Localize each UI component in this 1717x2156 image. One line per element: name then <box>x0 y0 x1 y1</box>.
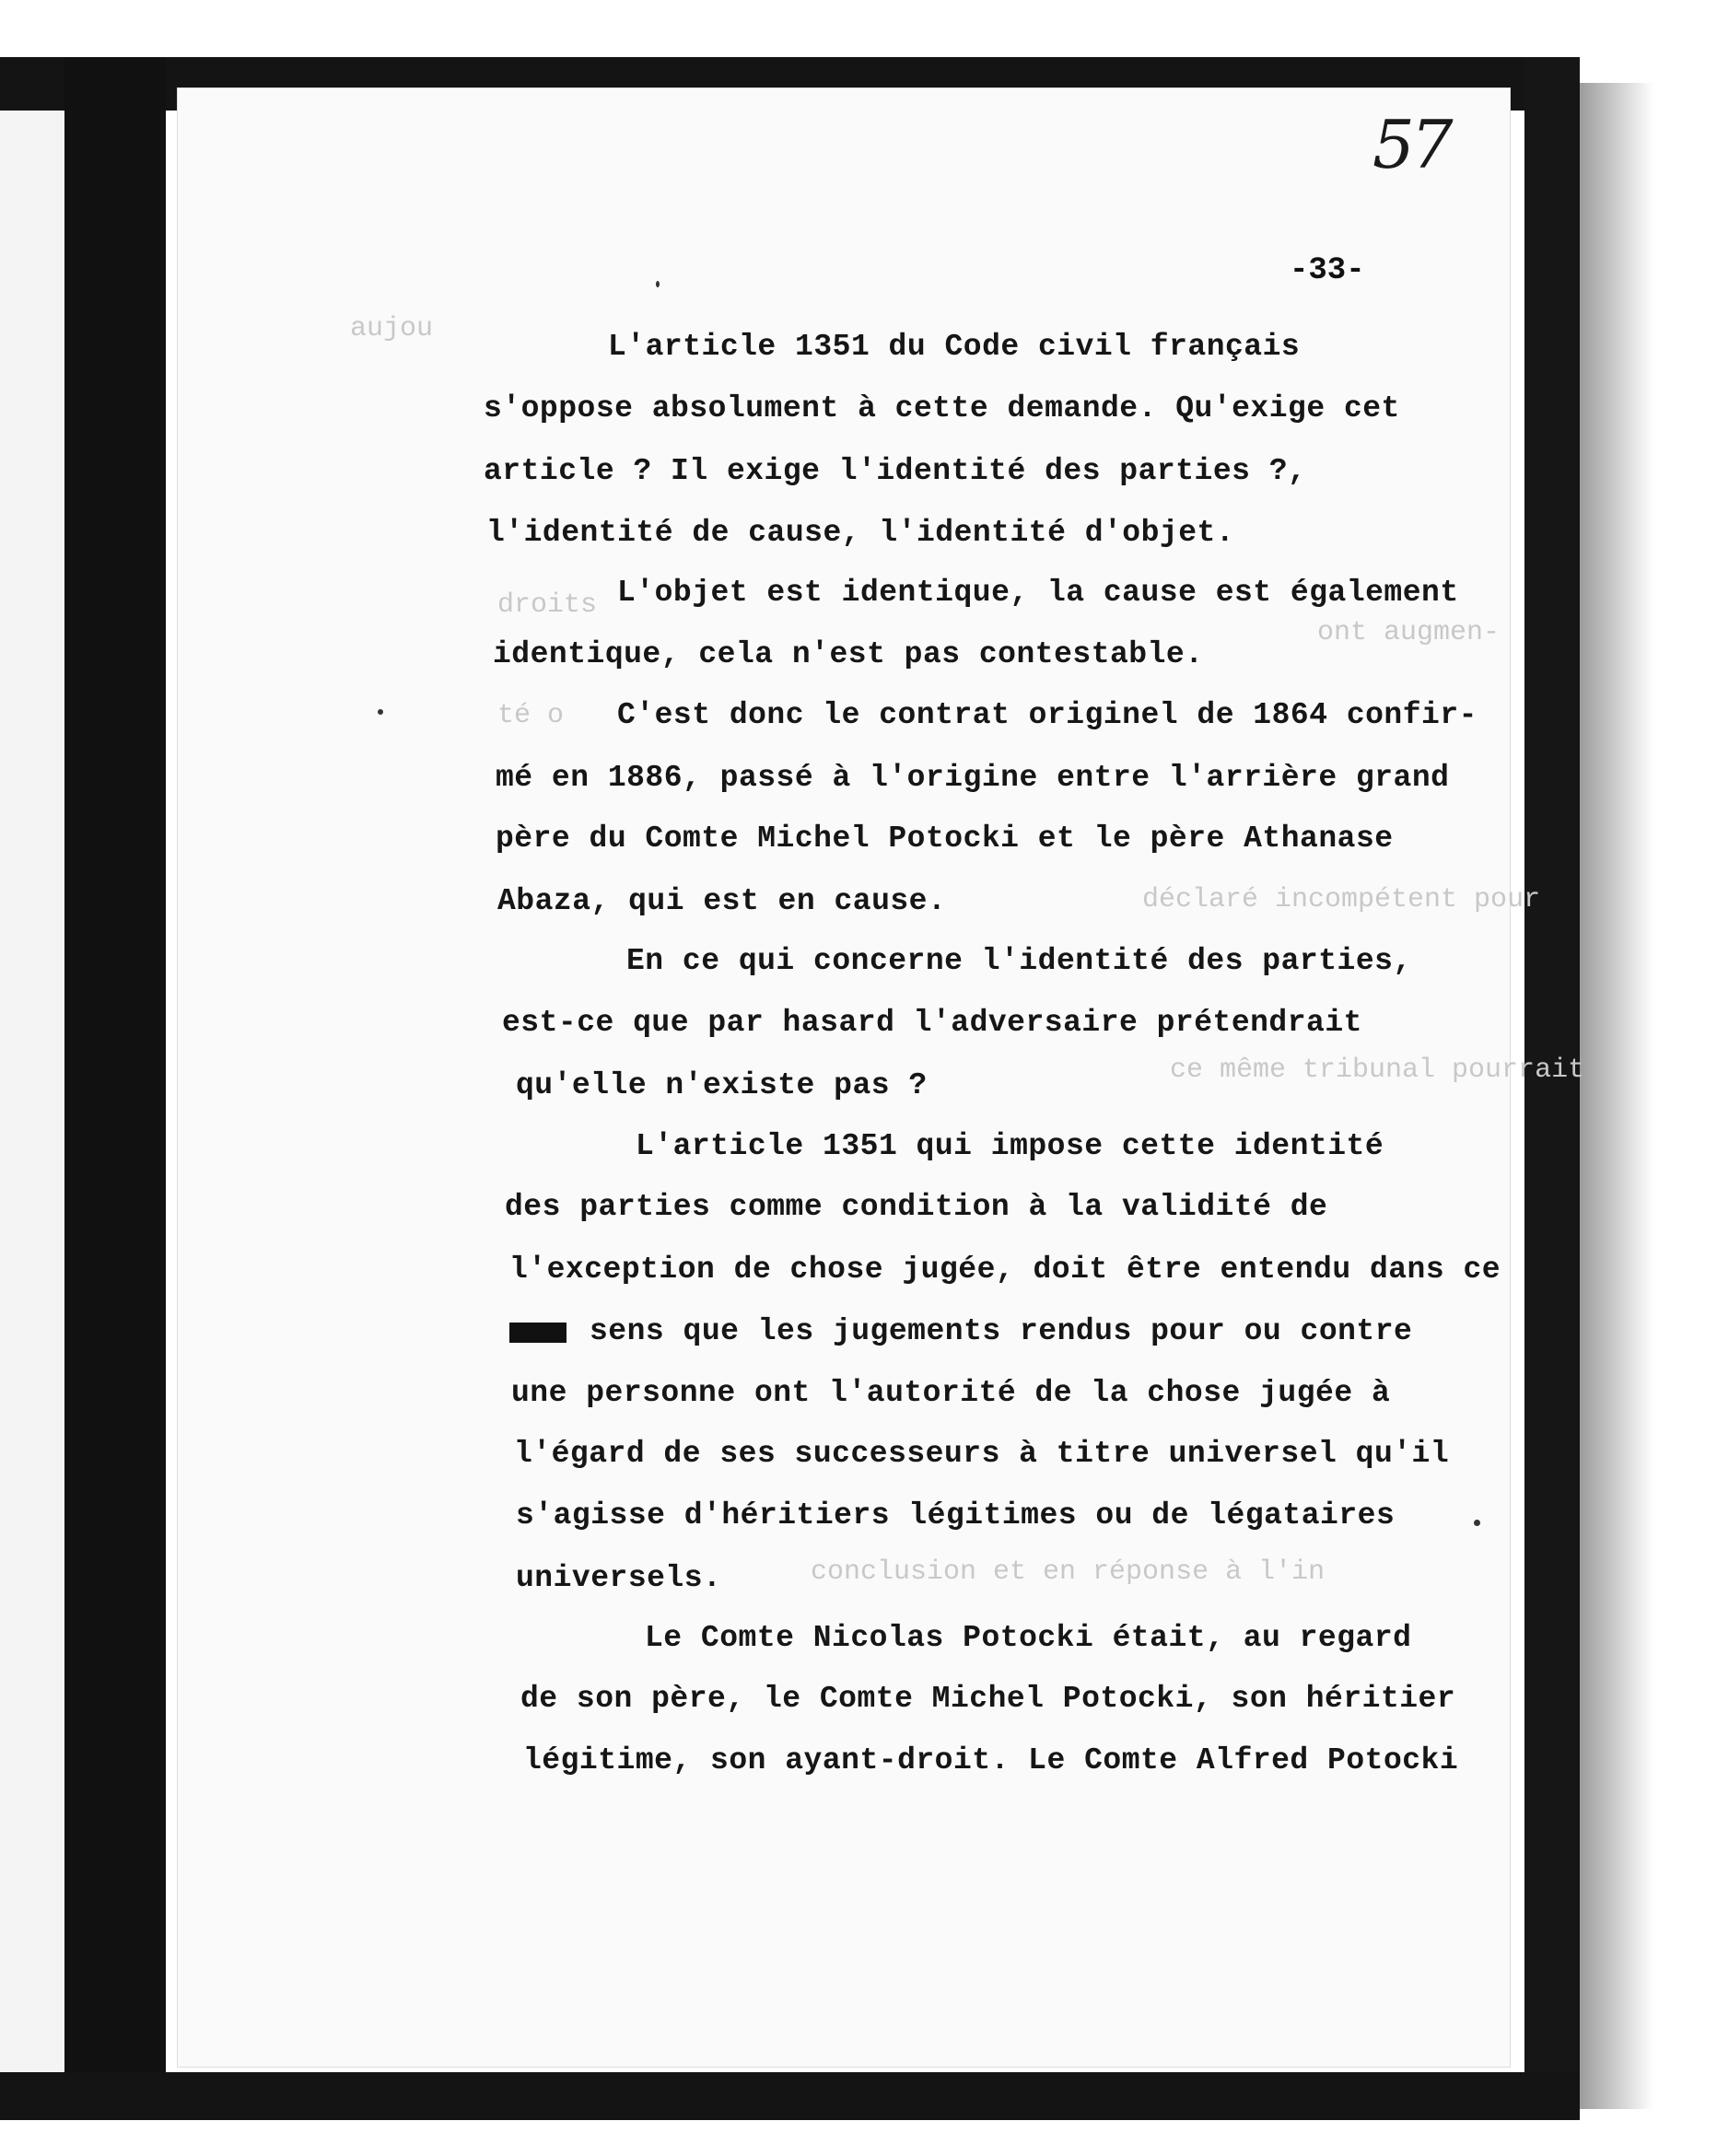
text-line: identique, cela n'est pas contestable. <box>493 637 1204 671</box>
folio-number: 57 <box>1372 106 1450 183</box>
text-line: L'article 1351 du Code civil français <box>608 330 1301 364</box>
text-line: est-ce que par hasard l'adversaire prétendrait <box>502 1006 1362 1040</box>
text-line: légitime, son ayant-droit. Le Comte Alfred Potocki <box>523 1743 1459 1777</box>
page-number: -33- <box>1290 253 1365 288</box>
text-line: s'agisse d'héritiers légitimes ou de légataires <box>516 1498 1396 1533</box>
binder-bottom-edge <box>0 2072 1580 2120</box>
text-line: sens que les jugements rendus pour ou contre <box>590 1314 1413 1348</box>
binder-spine <box>64 57 166 2120</box>
redaction-mark <box>509 1323 566 1343</box>
text-line: l'exception de chose jugée, doit être entendu dans ce <box>509 1253 1501 1287</box>
ink-speck <box>378 709 383 715</box>
text-line: une personne ont l'autorité de la chose jugée à <box>511 1376 1391 1410</box>
text-line: de son père, le Comte Michel Potocki, son héritier <box>520 1682 1456 1716</box>
bleed-through-text: ont augmen- <box>1317 617 1501 648</box>
text-line: des parties comme condition à la validité de <box>505 1190 1328 1224</box>
text-line: C'est donc le contrat originel de 1864 confir- <box>617 698 1478 732</box>
bleed-through-text: ce même tribunal pourrait <box>1170 1055 1585 1086</box>
page-shadow <box>1580 83 1653 2109</box>
text-line: En ce qui concerne l'identité des parties, <box>626 944 1412 978</box>
text-line: Abaza, qui est en cause. <box>497 884 947 918</box>
bleed-through-text: conclusion et en réponse à l'in <box>811 1556 1326 1588</box>
text-line: l'identité de cause, l'identité d'objet. <box>486 516 1235 550</box>
text-line: qu'elle n'existe pas ? <box>516 1068 928 1102</box>
text-line: s'oppose absolument à cette demande. Qu'exige cet <box>484 391 1400 425</box>
bleed-through-text: déclaré incompétent pour <box>1142 884 1541 915</box>
binder-right-edge <box>1524 57 1580 2120</box>
text-line: L'objet est identique, la cause est également <box>617 576 1459 610</box>
text-line: article ? Il exige l'identité des parties ?, <box>484 454 1307 488</box>
text-line: père du Comte Michel Potocki et le père Athanase <box>496 822 1394 856</box>
bleed-through-text: té o <box>497 700 565 731</box>
bleed-through-text: aujou <box>350 313 434 344</box>
text-line: L'article 1351 qui impose cette identité <box>636 1129 1384 1163</box>
bleed-through-text: droits <box>497 589 598 621</box>
text-line: mé en 1886, passé à l'origine entre l'arrière grand <box>496 761 1450 795</box>
ink-speck <box>656 281 660 287</box>
text-line: universels. <box>516 1561 722 1595</box>
text-line: l'égard de ses successeurs à titre universel qu'il <box>514 1437 1450 1471</box>
text-line: Le Comte Nicolas Potocki était, au regard <box>645 1621 1412 1655</box>
previous-page-edge <box>0 92 68 2072</box>
ink-speck <box>1474 1520 1480 1526</box>
